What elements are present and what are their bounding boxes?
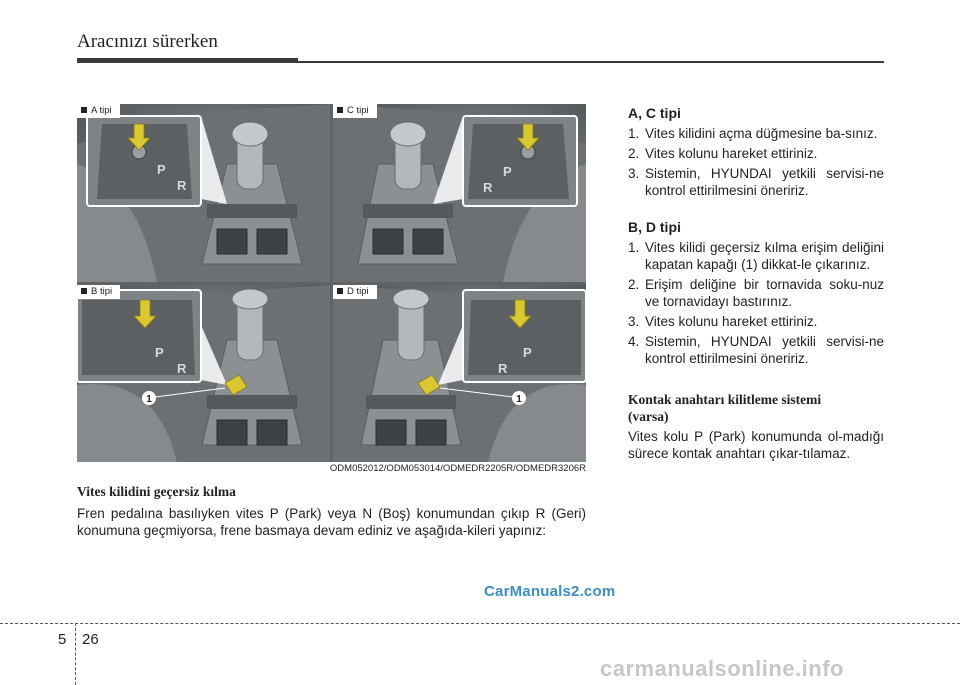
page-number: 26 [82,631,99,648]
watermark-link[interactable]: CarManuals2.com [484,583,616,600]
figure-panel-d [333,285,586,462]
figure-panel-a [77,104,330,282]
panel-label-a: A tipi [77,104,120,118]
figure-panel-c [333,104,586,282]
steps-list-ac [628,125,884,199]
site-watermark: carmanualsonline.info [600,656,844,681]
header-rule-accent [77,58,298,63]
reverse-letter: R [177,178,187,193]
list-item: 3. Vites kolunu hareket ettiriniz. [628,314,818,329]
list-item: 2. Erişim deliğine bir tornavida soku-nuz ve tornavidayı bastırınız. [628,277,884,309]
shifter-illustration-c [333,104,586,282]
callout-number: 1 [516,394,522,405]
park-letter: P [503,164,512,179]
group-heading-bd: B, D tipi [628,219,681,235]
shifter-illustration-b [77,285,330,462]
figure-panel-b [77,285,330,462]
chapter-number: 5 [58,631,67,648]
park-letter: P [155,345,164,360]
figure-code: ODM052012/ODM053014/ODMEDR2205R/ODMEDR3206R [329,463,586,474]
footer-divider [75,623,76,685]
right-column [628,105,884,462]
park-letter: P [157,162,166,177]
reverse-letter: R [498,361,508,376]
list-item: 1. Vites kilidini açma düğmesine ba-sınız. [628,126,878,141]
shifter-illustration-a [77,104,330,282]
list-item: 3. Sistemin, HYUNDAI yetkili servisi-ne kontrol ettirilmesini öneririz. [628,166,884,198]
shifter-illustration-d [333,285,586,462]
section-body: Fren pedalına basılıyken vites P (Park) veya N (Boş) konumundan çıkıp R (Geri) konumuna geçmiyorsa, frene basmaya devam ediniz ve aşağıda-kileri yapınız: [77,506,586,538]
panel-label-b: B tipi [77,285,120,299]
callout-number: 1 [146,394,152,405]
list-item: 1. Vites kilidi geçersiz kılma erişim deliğini kapatan kapağı (1) dikkat-le çıkarınız. [628,240,884,272]
footer-rule [0,623,960,624]
reverse-letter: R [177,361,187,376]
square-bullet-icon [81,288,87,294]
square-bullet-icon [81,107,87,113]
list-item: 4. Sistemin, HYUNDAI yetkili servisi-ne kontrol ettirilmesini öneririz. [628,334,884,366]
page-header-title: Aracınızı sürerken [77,31,218,52]
subsection-body: Vites kolu P (Park) konumunda ol-madığı sürece kontak anahtarı çıkar-tılamaz. [628,429,884,461]
left-column [77,484,586,539]
section-heading: Vites kilidini geçersiz kılma [77,484,236,499]
list-item: 2. Vites kolunu hareket ettiriniz. [628,146,818,161]
panel-label-d: D tipi [333,285,377,299]
subsection-heading: Kontak anahtarı kilitleme sistemi (varsa) [628,392,822,424]
steps-list-bd [628,239,884,367]
reverse-letter: R [483,180,493,195]
panel-label-c: C tipi [333,104,377,118]
park-letter: P [523,345,532,360]
header-rule [298,61,884,63]
group-heading-ac: A, C tipi [628,105,681,121]
square-bullet-icon [337,107,343,113]
square-bullet-icon [337,288,343,294]
shift-lock-figure [77,104,586,462]
